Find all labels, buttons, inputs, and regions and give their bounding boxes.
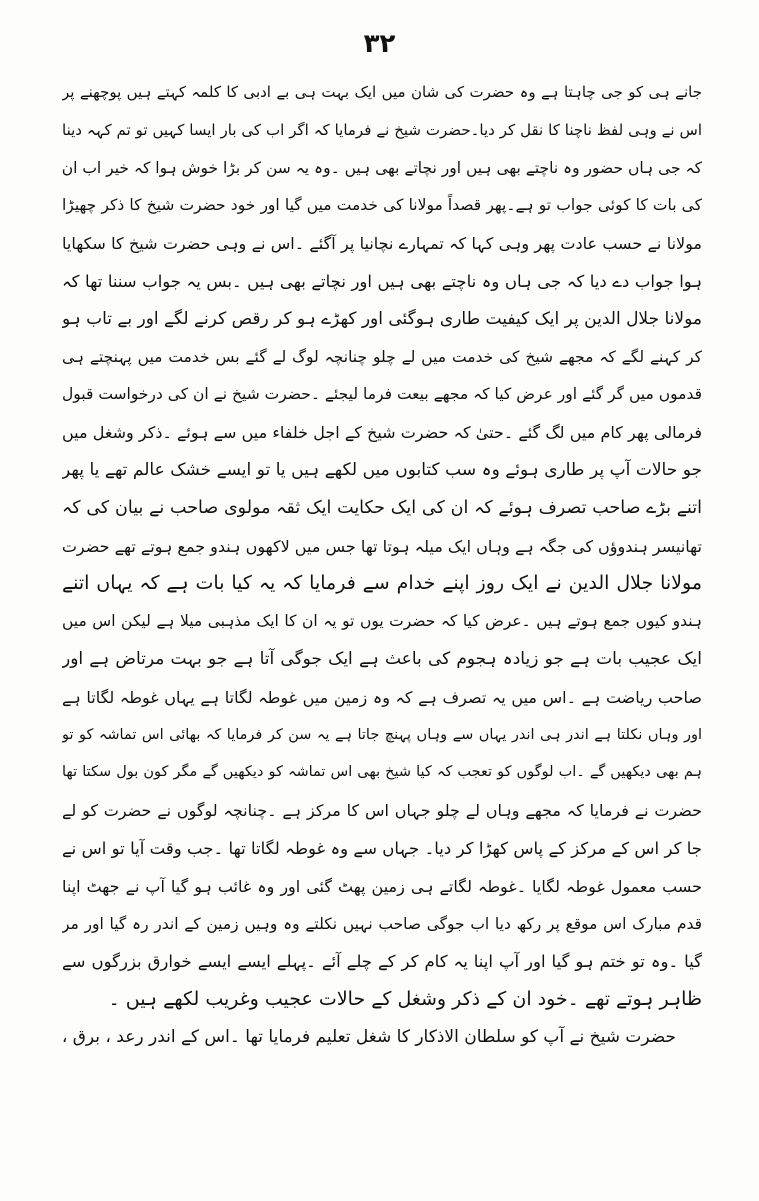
text-line: اس نے وہی لفظ ناچنا کا نقل کر دیا۔حضرت شیخ نے فرمایا کہ اگر اب کی بار ایسا کہیں تو تم کہہ دینا: [62, 120, 702, 139]
text-line: صاحب ریاضت ہے ۔اس میں یہ تصرف ہے کہ وہ زمین میں غوطہ لگاتا ہے یہاں غوطہ لگاتا ہے: [62, 687, 702, 707]
text-line: جانے ہی کو جی چاہتا ہے وہ حضرت کی شان میں ایک بہت ہی بے ادبی کا کلمہ کہتے ہیں پوچھنے پر: [62, 83, 702, 101]
text-line: گیا ۔وہ تو ختم ہو گیا اور آپ اپنا یہ کام کر کے چلے آئے ۔پہلے ایسے ایسے خوارق بزرگوں سے: [62, 952, 702, 972]
text-line: تھانیسر ہندوؤں کی جگہ ہے وہاں ایک میلہ ہوتا تھا جس میں لاکھوں ہندو جمع ہوتے تھے حضرت: [62, 536, 702, 556]
text-line: قدم مبارک اس موقع پر رکھ دیا اب جوگی صاحب نہیں نکلتے وہ وہیں زمین کے اندر رہ گیا اور مر: [62, 914, 702, 933]
text-line: ہندو کیوں جمع ہوتے ہیں ۔عرض کیا کہ حضرت یوں تو یہ ان کا ایک مذہبی میلا ہے لیکن اس میں: [62, 612, 702, 631]
text-line: جا کر اس کے مرکز کے پاس کھڑا کر دیا۔ جہاں سے وہ غوطہ لگاتا تھا ۔جب وقت آیا تو اس نے: [62, 838, 702, 858]
text-line: جو حالات آپ پر طاری ہوئے وہ سب کتابوں میں لکھے ہیں یا تو ایسے خشک عالم تھے یا پھر: [62, 459, 702, 480]
text-line: مولانا نے حسب عادت پھر وہی کہا کہ تمہارے نچانیا پر آگئے ۔اس نے وہی حضرت شیخ کا سکھایا: [62, 234, 702, 254]
page-number: ۳۲: [363, 29, 396, 59]
text-line: ایک عجیب بات ہے جو زیادہ ہجوم کی باعث ہے ایک جوگی آتا ہے جو بہت مرتاض ہے اور: [62, 648, 702, 669]
text-line: فرمالی پھر کام میں لگ گئے ۔حتیٰ کہ حضرت شیخ کے اجل خلفاء میں سے ہوئے ۔ذکر وشغل میں: [62, 423, 702, 443]
text-line: کی بات کا کوئی جواب تو ہے۔پھر قصداً مولانا کی خدمت میں گیا اور خود حضرت شیخ کا ذکر چھیڑا: [62, 196, 702, 215]
text-line: حسب معمول غوطہ لگایا ۔غوطہ لگاتے ہی زمین پھٹ گئی اور وہ غائب ہو گیا آپ نے جھٹ اپنا: [62, 876, 702, 896]
text-line: ہوا جواب دے دیا کہ جی ہاں وہ ناچتے بھی ہیں اور نچاتے بھی ہیں ۔بس یہ جواب سننا تھا کہ: [62, 271, 702, 291]
text-line: اتنے بڑے صاحب تصرف ہوئے کہ ان کی ایک حکایت ایک ثقہ مولوی صاحب نے بیان کی کہ: [62, 497, 702, 518]
text-line: مولانا جلال الدین نے ایک روز اپنے خدام سے فرمایا کہ یہ کیا بات ہے کہ یہاں اتنے: [62, 572, 702, 595]
text-line: ہم بھی دیکھیں گے ۔اب لوگوں کو تعجب کہ کیا شیخ بھی اس تماشہ کو دیکھیں گے مگر کون بول سکتا تھا: [62, 764, 702, 781]
text-line: مولانا جلال الدین پر ایک کیفیت طاری ہوگئی اور کھڑے ہو کر رقص کرنے لگے اور بے تاب ہو: [62, 308, 702, 329]
text-line: ظاہر ہوتے تھے ۔خود ان کے ذکر وشغل کے حالات عجیب وغریب لکھے ہیں ۔: [108, 988, 702, 1011]
text-line: کر کہنے لگے کہ مجھے شیخ کی خدمت میں لے چلو چنانچہ لوگ لے گئے بس خدمت میں پہنچتے ہی: [62, 347, 702, 366]
body-text: [62, 74, 702, 1057]
text-line: قدموں میں گر گئے اور عرض کیا کہ مجھے بیعت فرما لیجئے ۔حضرت شیخ نے ان کی درخواست قبول: [62, 385, 702, 404]
text-line: کہ جی ہاں حضور وہ ناچتے بھی ہیں اور نچاتے بھی ہیں ۔وہ یہ سن کر بڑا خوش ہوا کہ خیر اب ان: [62, 158, 702, 177]
text-line: حضرت نے فرمایا کہ مجھے وہاں لے چلو جہاں اس کا مرکز ہے ۔چنانچہ لوگوں نے حضرت کو لے: [62, 801, 702, 821]
text-line: اور وہاں نکلتا ہے اندر ہی اندر یہاں سے وہاں پہنچ جاتا ہے یہ سن کر فرمایا کہ بھائی اس تماشہ کو تو: [62, 726, 702, 743]
text-line: حضرت شیخ نے آپ کو سلطان الاذکار کا شغل تعلیم فرمایا تھا ۔اس کے اندر رعد ، برق ،: [62, 1026, 676, 1047]
